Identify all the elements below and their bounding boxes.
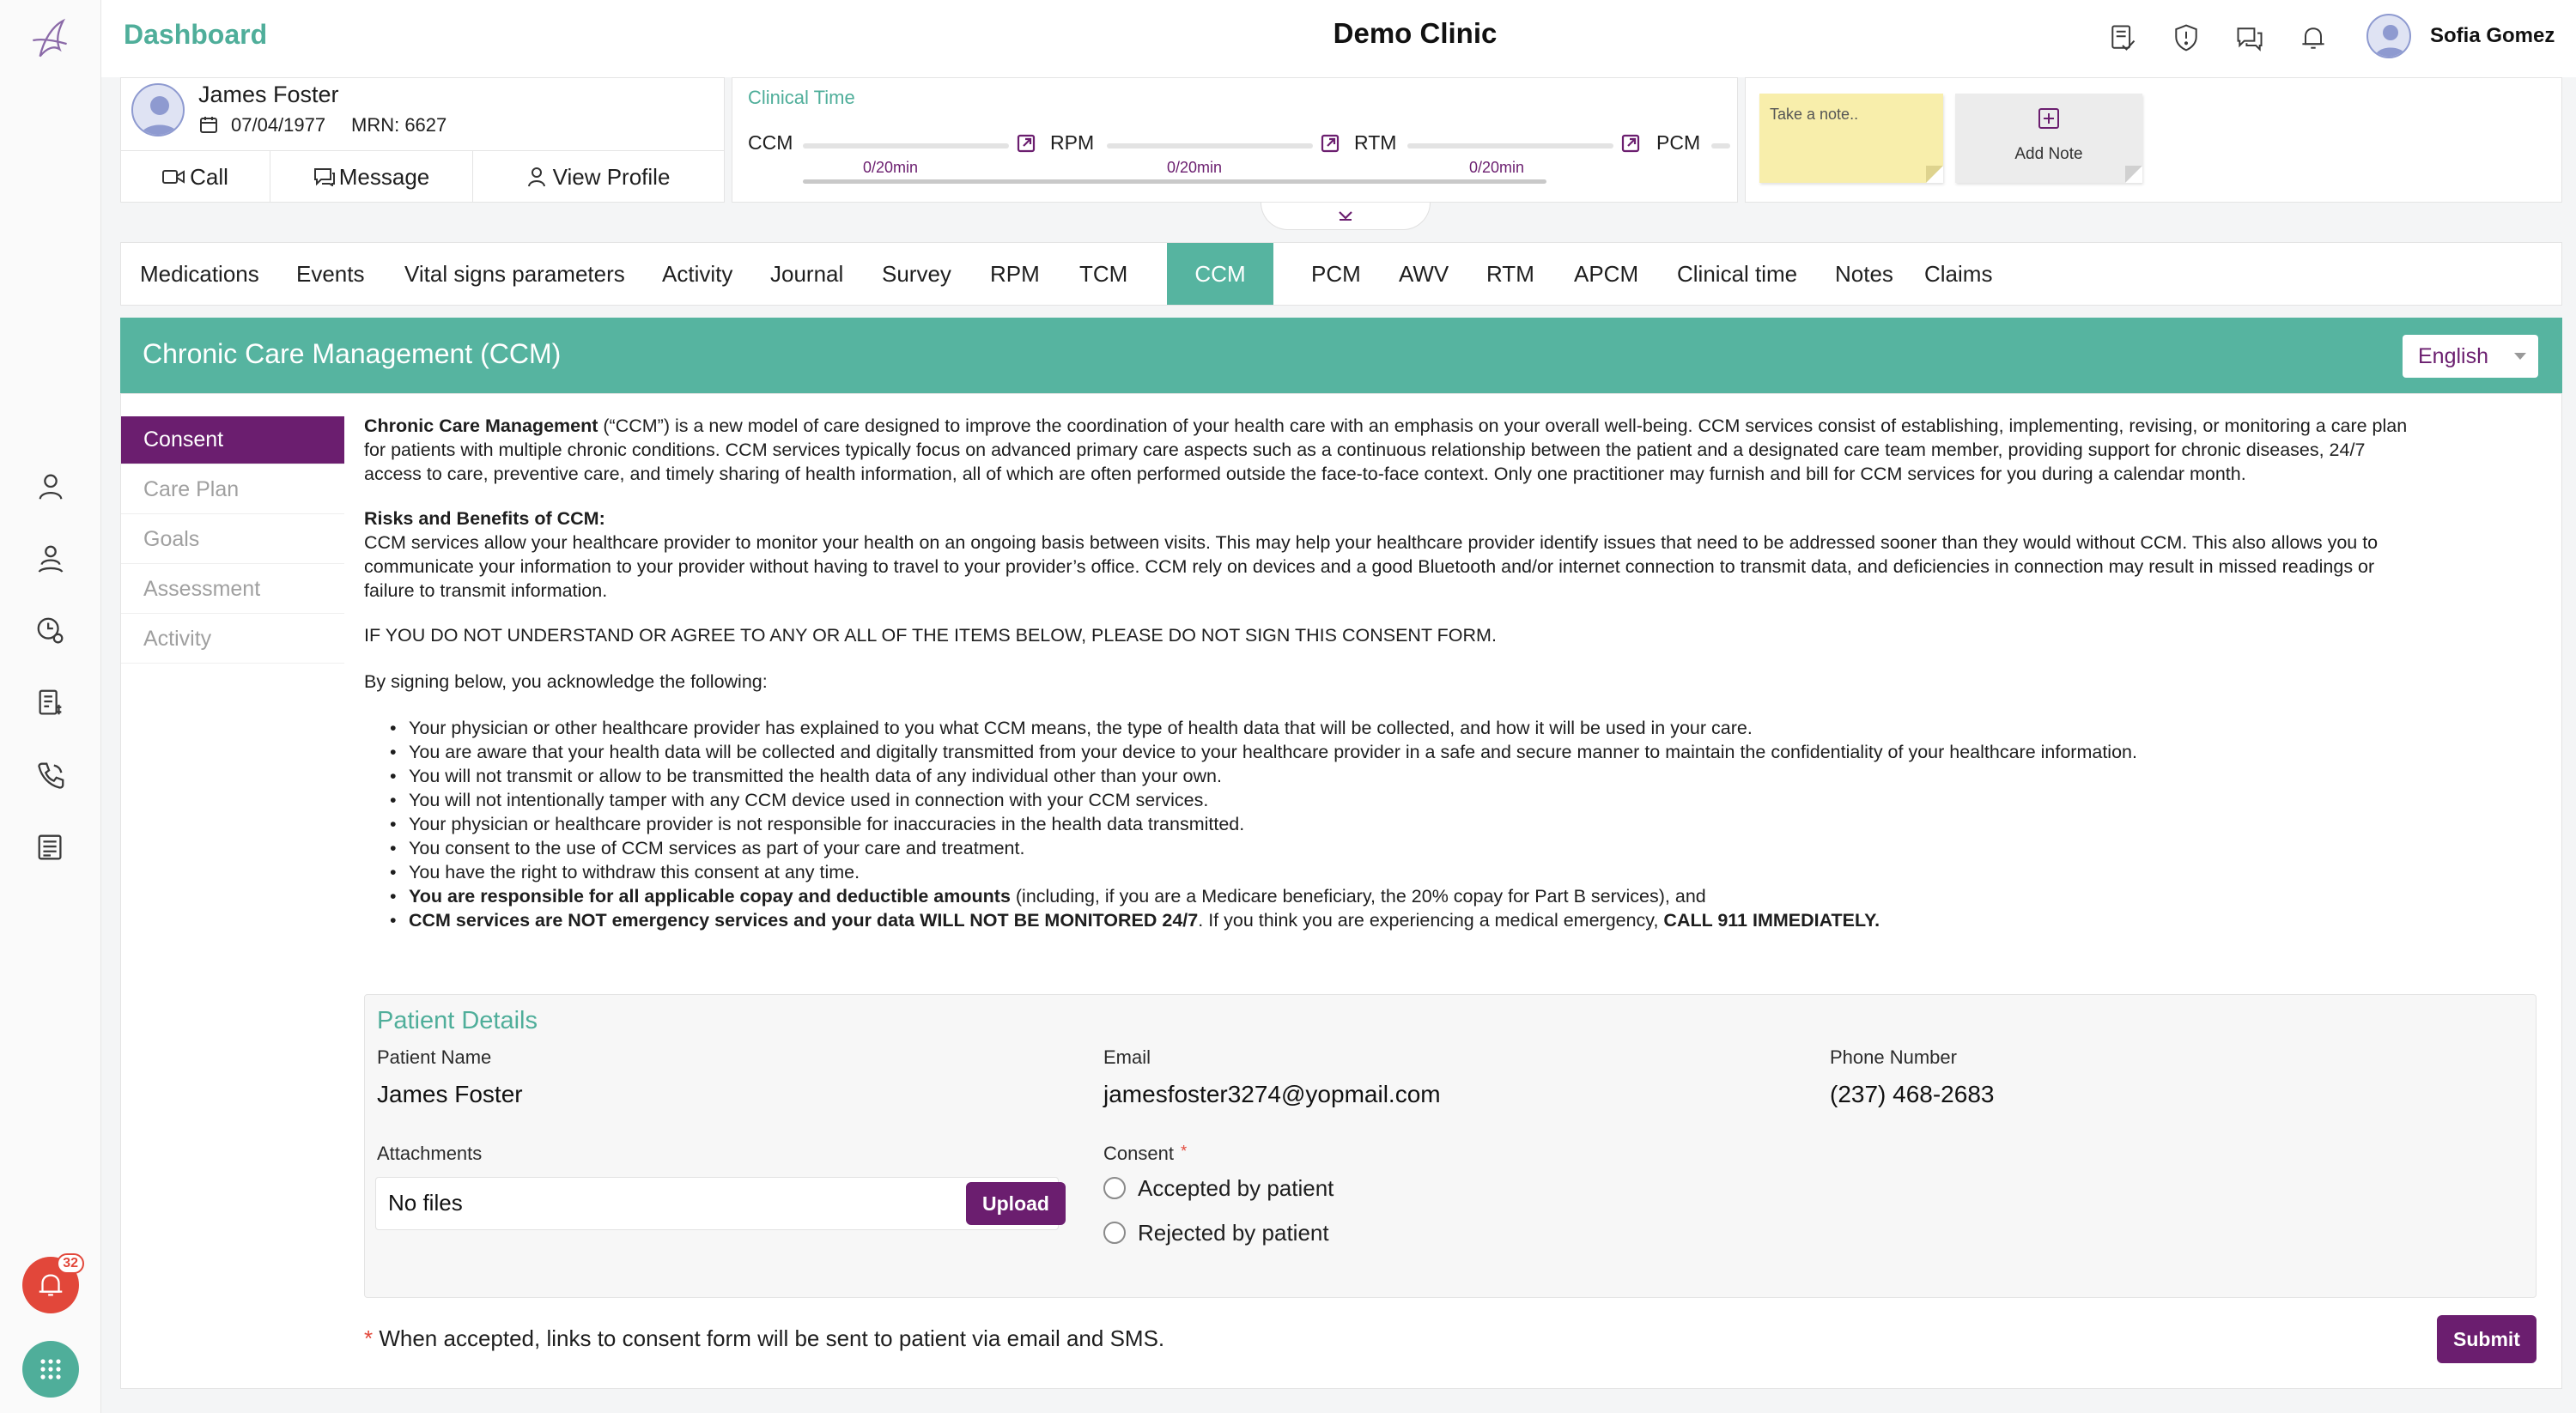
timer-label: CCM	[748, 131, 793, 154]
email-label: Email	[1103, 1046, 1151, 1068]
alert-count-badge: 32	[57, 1253, 84, 1274]
tab-vital-signs[interactable]: Vital signs parameters	[404, 260, 625, 287]
patient-avatar	[131, 83, 185, 136]
patient-name-label: Patient Name	[377, 1046, 492, 1068]
tab-pcm[interactable]: PCM	[1311, 260, 1361, 287]
rejected-label[interactable]: Rejected by patient	[1138, 1220, 1329, 1246]
add-note-label: Add Note	[2014, 145, 2083, 163]
open-timer-icon[interactable]	[1620, 133, 1641, 154]
language-value: English	[2418, 343, 2488, 368]
consent-bullets	[364, 716, 2137, 932]
patient-card	[120, 77, 725, 203]
note-fold	[1926, 166, 1943, 183]
list-item: • You are aware that your health data will be collected and digitally transmitted from your device to your healthcare provider in a safe and secure manner to maintain the confidentiality of your healthcare information.	[364, 740, 2137, 764]
submit-button[interactable]: Submit	[2437, 1315, 2537, 1363]
open-timer-icon[interactable]	[1320, 133, 1340, 154]
list-item	[364, 884, 2137, 908]
timer-label: RPM	[1050, 131, 1095, 154]
timer-label: PCM	[1656, 131, 1701, 154]
message-button[interactable]	[270, 151, 473, 203]
message-label: Message	[338, 163, 430, 190]
intro-bold: Chronic Care Management	[364, 415, 598, 436]
footer-note-text: When accepted, links to consent form will be sent to patient via email and SMS.	[373, 1325, 1165, 1351]
intro-text: (“CCM”) is a new model of care designed to improve the coordination of your health care with an emphasis on your overall well-being. CCM services consist of establishing, implementing, revising, or monitoring a care plan	[598, 415, 2408, 436]
tab-medications[interactable]: Medications	[140, 260, 259, 287]
list-item: • Your physician or other healthcare provider has explained to you what CCM means, the type of health data that will be collected, and how it will be used in your care.	[364, 716, 2137, 740]
required-mark: *	[1181, 1143, 1188, 1160]
list-item	[364, 908, 2137, 932]
list-item: • You consent to the use of CCM services as part of your care and treatment.	[364, 836, 2137, 860]
attachments-value: No files	[388, 1190, 463, 1216]
section-title: Chronic Care Management (CCM)	[143, 338, 562, 369]
consent-label-text: Consent	[1103, 1143, 1174, 1164]
clinical-time-card	[732, 77, 1738, 203]
bullet-bold: CCM services are NOT emergency services and your data WILL NOT BE MONITORED 24/7	[409, 910, 1199, 931]
logo-icon[interactable]	[22, 12, 79, 69]
list-item: • Your physician or healthcare provider is not responsible for inaccuracies in the health data transmitted.	[364, 812, 2137, 836]
tab-awv[interactable]: AWV	[1399, 260, 1449, 287]
tab-claims[interactable]: Claims	[1924, 260, 1993, 287]
apps-grid-button[interactable]	[22, 1341, 79, 1398]
users-icon[interactable]	[31, 539, 70, 579]
apps-grid-icon	[38, 1356, 64, 1382]
call-label: Call	[190, 163, 228, 190]
chat-icon[interactable]	[2229, 17, 2270, 58]
patient-actions	[121, 150, 724, 202]
tab-ccm[interactable]: CCM	[1167, 243, 1273, 305]
alert-bell-button[interactable]	[22, 1257, 79, 1313]
video-icon	[162, 168, 185, 185]
user-icon[interactable]	[31, 467, 70, 506]
patient-mrn: MRN: 6627	[351, 114, 447, 136]
list-item: • You have the right to withdraw this consent at any time.	[364, 860, 2137, 884]
language-select[interactable]	[2403, 335, 2538, 378]
bullet-text: (including, if you are a Medicare beneficiary, the 20% copay for Part B services), and	[1010, 886, 1706, 907]
subnav-goals[interactable]: Goals	[121, 516, 344, 564]
view-profile-label: View Profile	[552, 163, 671, 190]
tab-events[interactable]: Events	[296, 260, 365, 287]
note-fold	[2125, 166, 2142, 183]
timer-value: 0/20min	[1469, 159, 1525, 176]
patient-dob: 07/04/1977	[231, 114, 326, 136]
subnav-activity[interactable]: Activity	[121, 616, 344, 664]
consent-label	[1103, 1143, 1187, 1165]
patient-name: James Foster	[198, 82, 339, 107]
tab-tcm[interactable]: TCM	[1079, 260, 1128, 287]
consent-warning: IF YOU DO NOT UNDERSTAND OR AGREE TO ANY OR ALL OF THE ITEMS BELOW, PLEASE DO NOT SIGN THIS CONSENT FORM.	[364, 625, 1497, 646]
top-header	[101, 0, 2576, 77]
subnav-care-plan[interactable]: Care Plan	[121, 466, 344, 514]
bell-icon[interactable]	[2293, 17, 2334, 58]
timer-value: 0/20min	[863, 159, 919, 176]
intro-line: for patients with multiple chronic conditions. CCM services typically focus on advanced primary care aspects such as a continuous relationship between the patient and a designated care team member, providing support for chronic diseases, 24/7	[364, 440, 2366, 460]
attachments-field[interactable]	[375, 1177, 1059, 1230]
clinic-name: Demo Clinic	[1333, 17, 1498, 49]
calendar-icon	[198, 114, 219, 135]
intro-line: access to care, preventive care, and timely sharing of health information, all of which are often performed outside the face-to-face context. Only one practitioner may furnish and bill for CCM services for you during a calendar month.	[364, 464, 2246, 484]
tab-apcm[interactable]: APCM	[1574, 260, 1639, 287]
timer-track	[1107, 143, 1313, 149]
document-list-icon[interactable]	[31, 828, 70, 867]
call-button[interactable]	[121, 151, 270, 203]
billing-icon[interactable]	[31, 683, 70, 723]
attachments-label: Attachments	[377, 1143, 483, 1164]
patient-details-panel	[364, 994, 2537, 1298]
user-avatar[interactable]	[2366, 14, 2411, 58]
add-icon	[2038, 107, 2060, 130]
phone-value: (237) 468-2683	[1830, 1081, 1995, 1107]
tab-rtm[interactable]: RTM	[1486, 260, 1534, 287]
bullet-bold: You are responsible for all applicable copay and deductible amounts	[409, 886, 1011, 907]
sticky-note[interactable]	[1759, 94, 1943, 183]
subnav-consent[interactable]: Consent	[121, 416, 344, 464]
file-check-icon[interactable]	[2102, 17, 2143, 58]
add-note-button[interactable]	[1955, 94, 2142, 183]
open-timer-icon[interactable]	[1016, 133, 1036, 154]
list-item: • You will not transmit or allow to be transmitted the health data of any individual other than your own.	[364, 764, 2137, 788]
profile-icon	[527, 167, 546, 187]
consent-acknowledge: By signing below, you acknowledge the following:	[364, 671, 768, 692]
upload-button[interactable]: Upload	[966, 1182, 1066, 1225]
subnav-assessment[interactable]: Assessment	[121, 566, 344, 614]
sidebar	[0, 0, 101, 1413]
risks-line: communicate your information to your provider without having to travel to your provider’s office. CCM rely on devices and a good Bluetooth and/or internet connection to transmit data, and deficiencies in connection may result in missed readings or	[364, 556, 2375, 577]
accepted-radio[interactable]	[1103, 1177, 1126, 1199]
timer-value: 0/20min	[1167, 159, 1223, 176]
chevron-down-icon	[1337, 210, 1354, 222]
rejected-radio[interactable]	[1103, 1222, 1126, 1244]
consent-intro	[364, 414, 2545, 486]
tab-survey[interactable]: Survey	[882, 260, 951, 287]
caret-down-icon	[2514, 353, 2526, 360]
phone-label: Phone Number	[1830, 1046, 1957, 1068]
timer-track	[1711, 143, 1730, 149]
accepted-label[interactable]: Accepted by patient	[1138, 1175, 1334, 1201]
timer-track	[803, 143, 1009, 149]
notes-card	[1745, 77, 2562, 203]
clinical-time-scrollbar[interactable]	[803, 179, 1546, 184]
bullet-bold: CALL 911 IMMEDIATELY.	[1663, 910, 1880, 931]
risks-line: failure to transmit information.	[364, 580, 608, 601]
module-tabs	[120, 242, 2562, 306]
footer-required-mark: *	[364, 1325, 374, 1351]
view-profile-button[interactable]	[473, 151, 724, 203]
page-title[interactable]: Dashboard	[124, 19, 268, 50]
sticky-note-placeholder: Take a note..	[1770, 106, 1859, 123]
user-name[interactable]: Sofia Gomez	[2430, 24, 2555, 47]
shield-alert-icon[interactable]	[2166, 17, 2207, 58]
tab-clinical-time[interactable]: Clinical time	[1677, 260, 1798, 287]
section-header	[120, 318, 2562, 393]
patient-details-title: Patient Details	[377, 1007, 538, 1034]
clock-user-icon[interactable]	[31, 611, 70, 651]
timer-track	[1407, 143, 1613, 149]
risks-title: Risks and Benefits of CCM:	[364, 508, 605, 529]
alert-bell-icon	[34, 1269, 67, 1301]
consent-risks	[364, 506, 2545, 603]
message-icon	[313, 167, 336, 186]
consent-footer-note	[364, 1325, 1164, 1352]
patient-name-value: James Foster	[377, 1081, 523, 1107]
email-value: jamesfoster3274@yopmail.com	[1103, 1081, 1441, 1107]
risks-line: CCM services allow your healthcare provider to monitor your health on an ongoing basis between visits. This may help your healthcare provider identify issues that need to be addressed sooner than they would without CCM. This also allows you to	[364, 532, 2379, 553]
phone-icon[interactable]	[31, 755, 70, 795]
tab-activity[interactable]: Activity	[662, 260, 733, 287]
list-item: • You will not intentionally tamper with any CCM device used in connection with your CCM services.	[364, 788, 2137, 812]
tab-notes[interactable]: Notes	[1835, 260, 1893, 287]
tab-rpm[interactable]: RPM	[990, 260, 1040, 287]
tab-journal[interactable]: Journal	[770, 260, 844, 287]
collapse-header-toggle[interactable]	[1261, 203, 1431, 230]
clinical-time-title: Clinical Time	[748, 87, 855, 108]
timer-label: RTM	[1354, 131, 1397, 154]
bullet-text: . If you think you are experiencing a medical emergency,	[1198, 910, 1664, 931]
